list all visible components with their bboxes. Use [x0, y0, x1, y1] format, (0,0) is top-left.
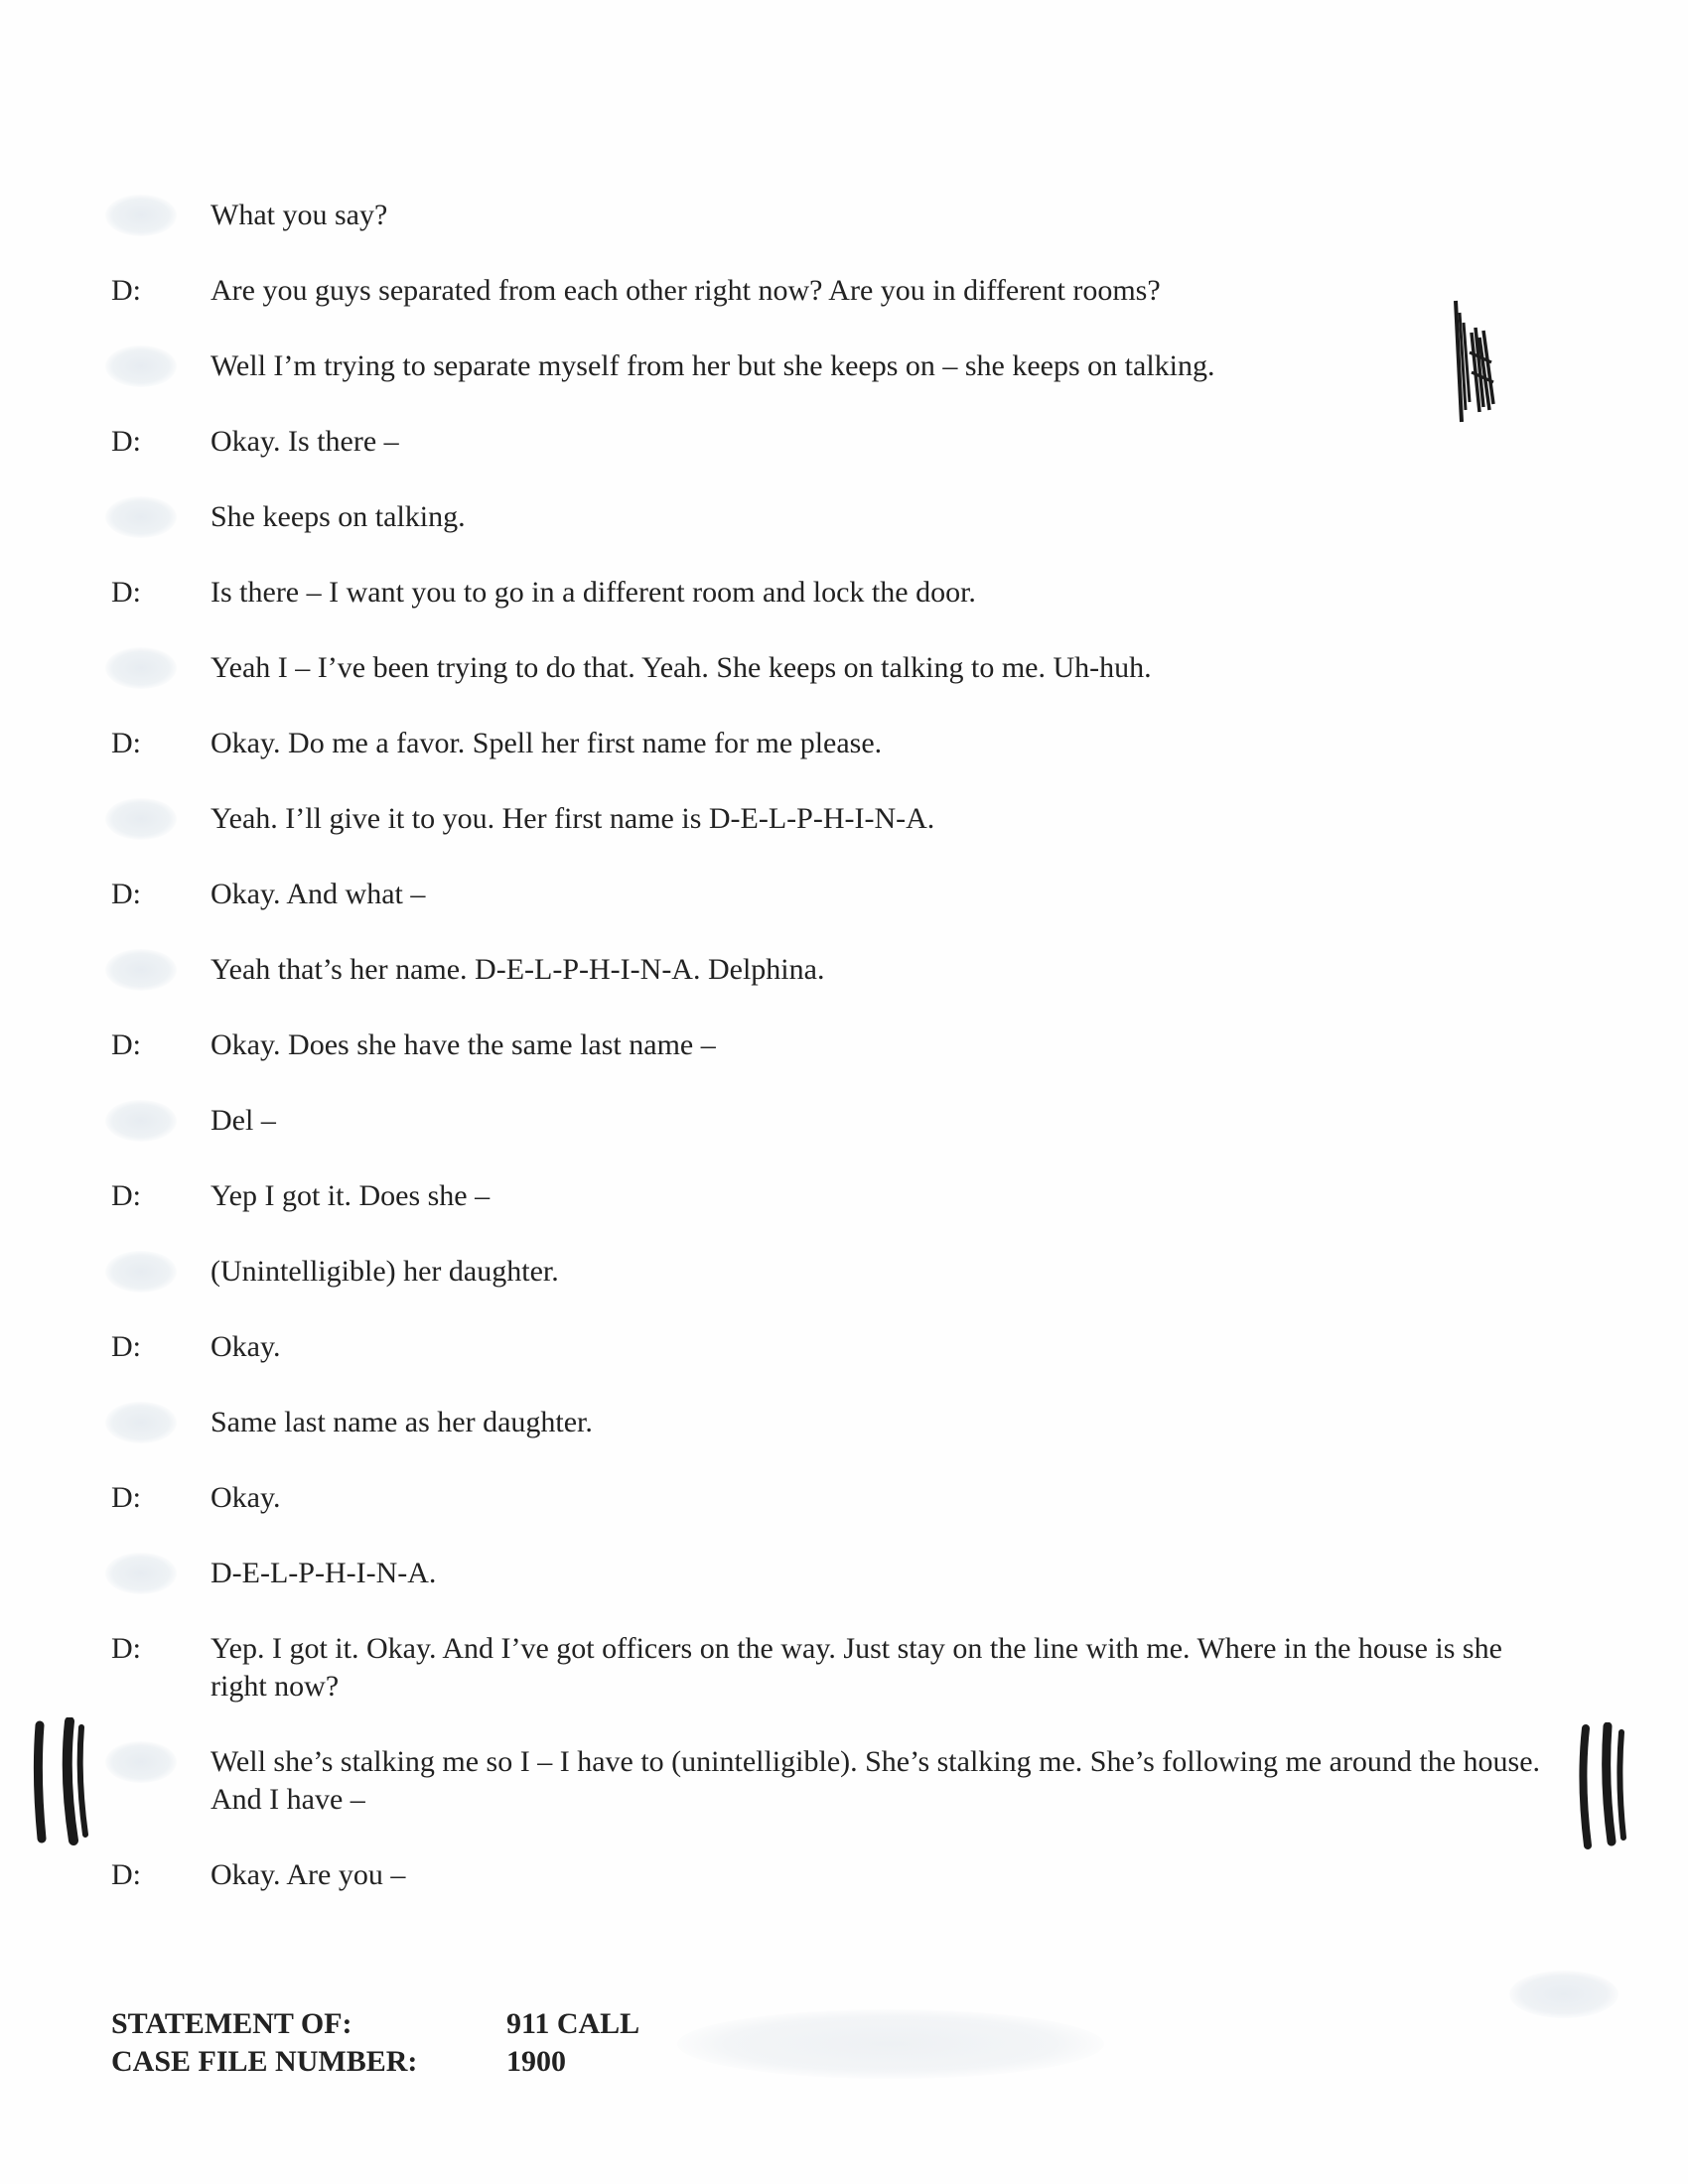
statement-value: 911 CALL: [506, 2007, 640, 2040]
document-footer: [111, 2005, 639, 2081]
speaker-label: [111, 347, 211, 385]
footer-redaction: [677, 2009, 1104, 2079]
utterance-text: What you say?: [211, 199, 388, 231]
case-file-value: 1900: [506, 2045, 566, 2078]
speaker-text: D:: [111, 878, 141, 910]
transcript-line: [111, 1102, 1581, 1140]
transcript-line: [111, 498, 1581, 536]
speaker-label: [111, 1743, 211, 1781]
transcript-line: [111, 1404, 1581, 1441]
speaker-label: [111, 423, 211, 461]
speaker-label: [111, 1102, 211, 1140]
speaker-label: [111, 498, 211, 536]
case-file-label: CASE FILE NUMBER:: [111, 2045, 418, 2078]
transcript-line: [111, 876, 1581, 913]
speaker-redaction: [105, 195, 177, 236]
utterance-text: Okay. Does she have the same last name –: [211, 1028, 716, 1061]
speaker-text: D:: [111, 1028, 141, 1061]
utterance-text: Yep I got it. Does she –: [211, 1179, 491, 1212]
transcript-line: [111, 1856, 1581, 1894]
speaker-text: D:: [111, 1858, 141, 1891]
speaker-label: [111, 725, 211, 762]
transcript-line: [111, 1630, 1581, 1706]
utterance-text: Well I’m trying to separate myself from her but she keeps on – she keeps on talking.: [211, 349, 1215, 382]
speaker-label: [111, 876, 211, 913]
transcript-line: [111, 649, 1581, 687]
transcript-line: [111, 1328, 1581, 1366]
case-file-row: [111, 2043, 639, 2081]
utterance-text: She keeps on talking.: [211, 500, 466, 533]
speaker-redaction: [105, 1553, 177, 1594]
utterance-text: Are you guys separated from each other right now? Are you in different rooms?: [211, 274, 1161, 307]
transcript-line: [111, 423, 1581, 461]
transcript-line: [111, 800, 1581, 838]
speaker-redaction: [105, 1402, 177, 1443]
transcript-line: [111, 347, 1581, 385]
speaker-redaction: [105, 1741, 177, 1783]
transcript-line: [111, 574, 1581, 612]
speaker-label: [111, 649, 211, 687]
right-margin-bracket-mark: [1574, 1722, 1643, 1851]
speaker-redaction: [105, 798, 177, 840]
speaker-label: [111, 1479, 211, 1517]
utterance-text: Okay.: [211, 1481, 281, 1514]
speaker-label: [111, 1404, 211, 1441]
transcript-line: [111, 272, 1581, 310]
speaker-text: D:: [111, 425, 141, 458]
utterance-text: Same last name as her daughter.: [211, 1406, 593, 1438]
transcript-line: [111, 1253, 1581, 1291]
speaker-text: D:: [111, 1330, 141, 1363]
speaker-label: [111, 574, 211, 612]
transcript-line: [111, 1555, 1581, 1592]
speaker-text: D:: [111, 1179, 141, 1212]
transcript-line: [111, 1743, 1581, 1819]
transcript-line: [111, 197, 1581, 234]
speaker-redaction: [105, 647, 177, 689]
utterance-text: Yep. I got it. Okay. And I’ve got officers on the way. Just stay on the line with me. Where in the house is she right now?: [211, 1632, 1502, 1703]
speaker-text: D:: [111, 576, 141, 609]
transcript-line: [111, 1026, 1581, 1064]
utterance-text: Yeah that’s her name. D-E-L-P-H-I-N-A. Delphina.: [211, 953, 825, 986]
speaker-redaction: [105, 496, 177, 538]
speaker-label: [111, 1630, 211, 1668]
utterance-text: Okay.: [211, 1330, 281, 1363]
left-margin-bracket-mark: [30, 1717, 99, 1846]
utterance-text: Okay. Do me a favor. Spell her first name for me please.: [211, 727, 883, 759]
speaker-label: [111, 1026, 211, 1064]
statement-label: STATEMENT OF:: [111, 2007, 352, 2040]
speaker-text: D:: [111, 1481, 141, 1514]
transcript-line: [111, 1479, 1581, 1517]
speaker-text: D:: [111, 274, 141, 307]
speaker-label: [111, 1253, 211, 1291]
utterance-text: Is there – I want you to go in a different room and lock the door.: [211, 576, 976, 609]
speaker-label: [111, 951, 211, 989]
page-number-redaction: [1509, 1971, 1618, 2018]
speaker-text: D:: [111, 727, 141, 759]
utterance-text: Okay. Is there –: [211, 425, 399, 458]
speaker-label: [111, 272, 211, 310]
speaker-redaction: [105, 1100, 177, 1142]
utterance-text: Well she’s stalking me so I – I have to (unintelligible). She’s stalking me. She’s following me around the house. And I have –: [211, 1745, 1541, 1816]
speaker-label: [111, 1328, 211, 1366]
speaker-label: [111, 197, 211, 234]
speaker-text: D:: [111, 1632, 141, 1665]
transcript: [111, 197, 1581, 1932]
utterance-text: (Unintelligible) her daughter.: [211, 1255, 559, 1288]
speaker-redaction: [105, 1251, 177, 1293]
utterance-text: Okay. Are you –: [211, 1858, 406, 1891]
transcript-line: [111, 951, 1581, 989]
speaker-redaction: [105, 949, 177, 991]
utterance-text: Okay. And what –: [211, 878, 426, 910]
speaker-label: [111, 800, 211, 838]
transcript-line: [111, 725, 1581, 762]
speaker-redaction: [105, 345, 177, 387]
utterance-text: Del –: [211, 1104, 276, 1137]
utterance-text: D-E-L-P-H-I-N-A.: [211, 1557, 437, 1589]
utterance-text: Yeah. I’ll give it to you. Her first name is D-E-L-P-H-I-N-A.: [211, 802, 935, 835]
speaker-label: [111, 1856, 211, 1894]
transcript-line: [111, 1177, 1581, 1215]
utterance-text: Yeah I – I’ve been trying to do that. Yeah. She keeps on talking to me. Uh-huh.: [211, 651, 1152, 684]
speaker-label: [111, 1555, 211, 1592]
statement-row: [111, 2005, 639, 2043]
speaker-label: [111, 1177, 211, 1215]
